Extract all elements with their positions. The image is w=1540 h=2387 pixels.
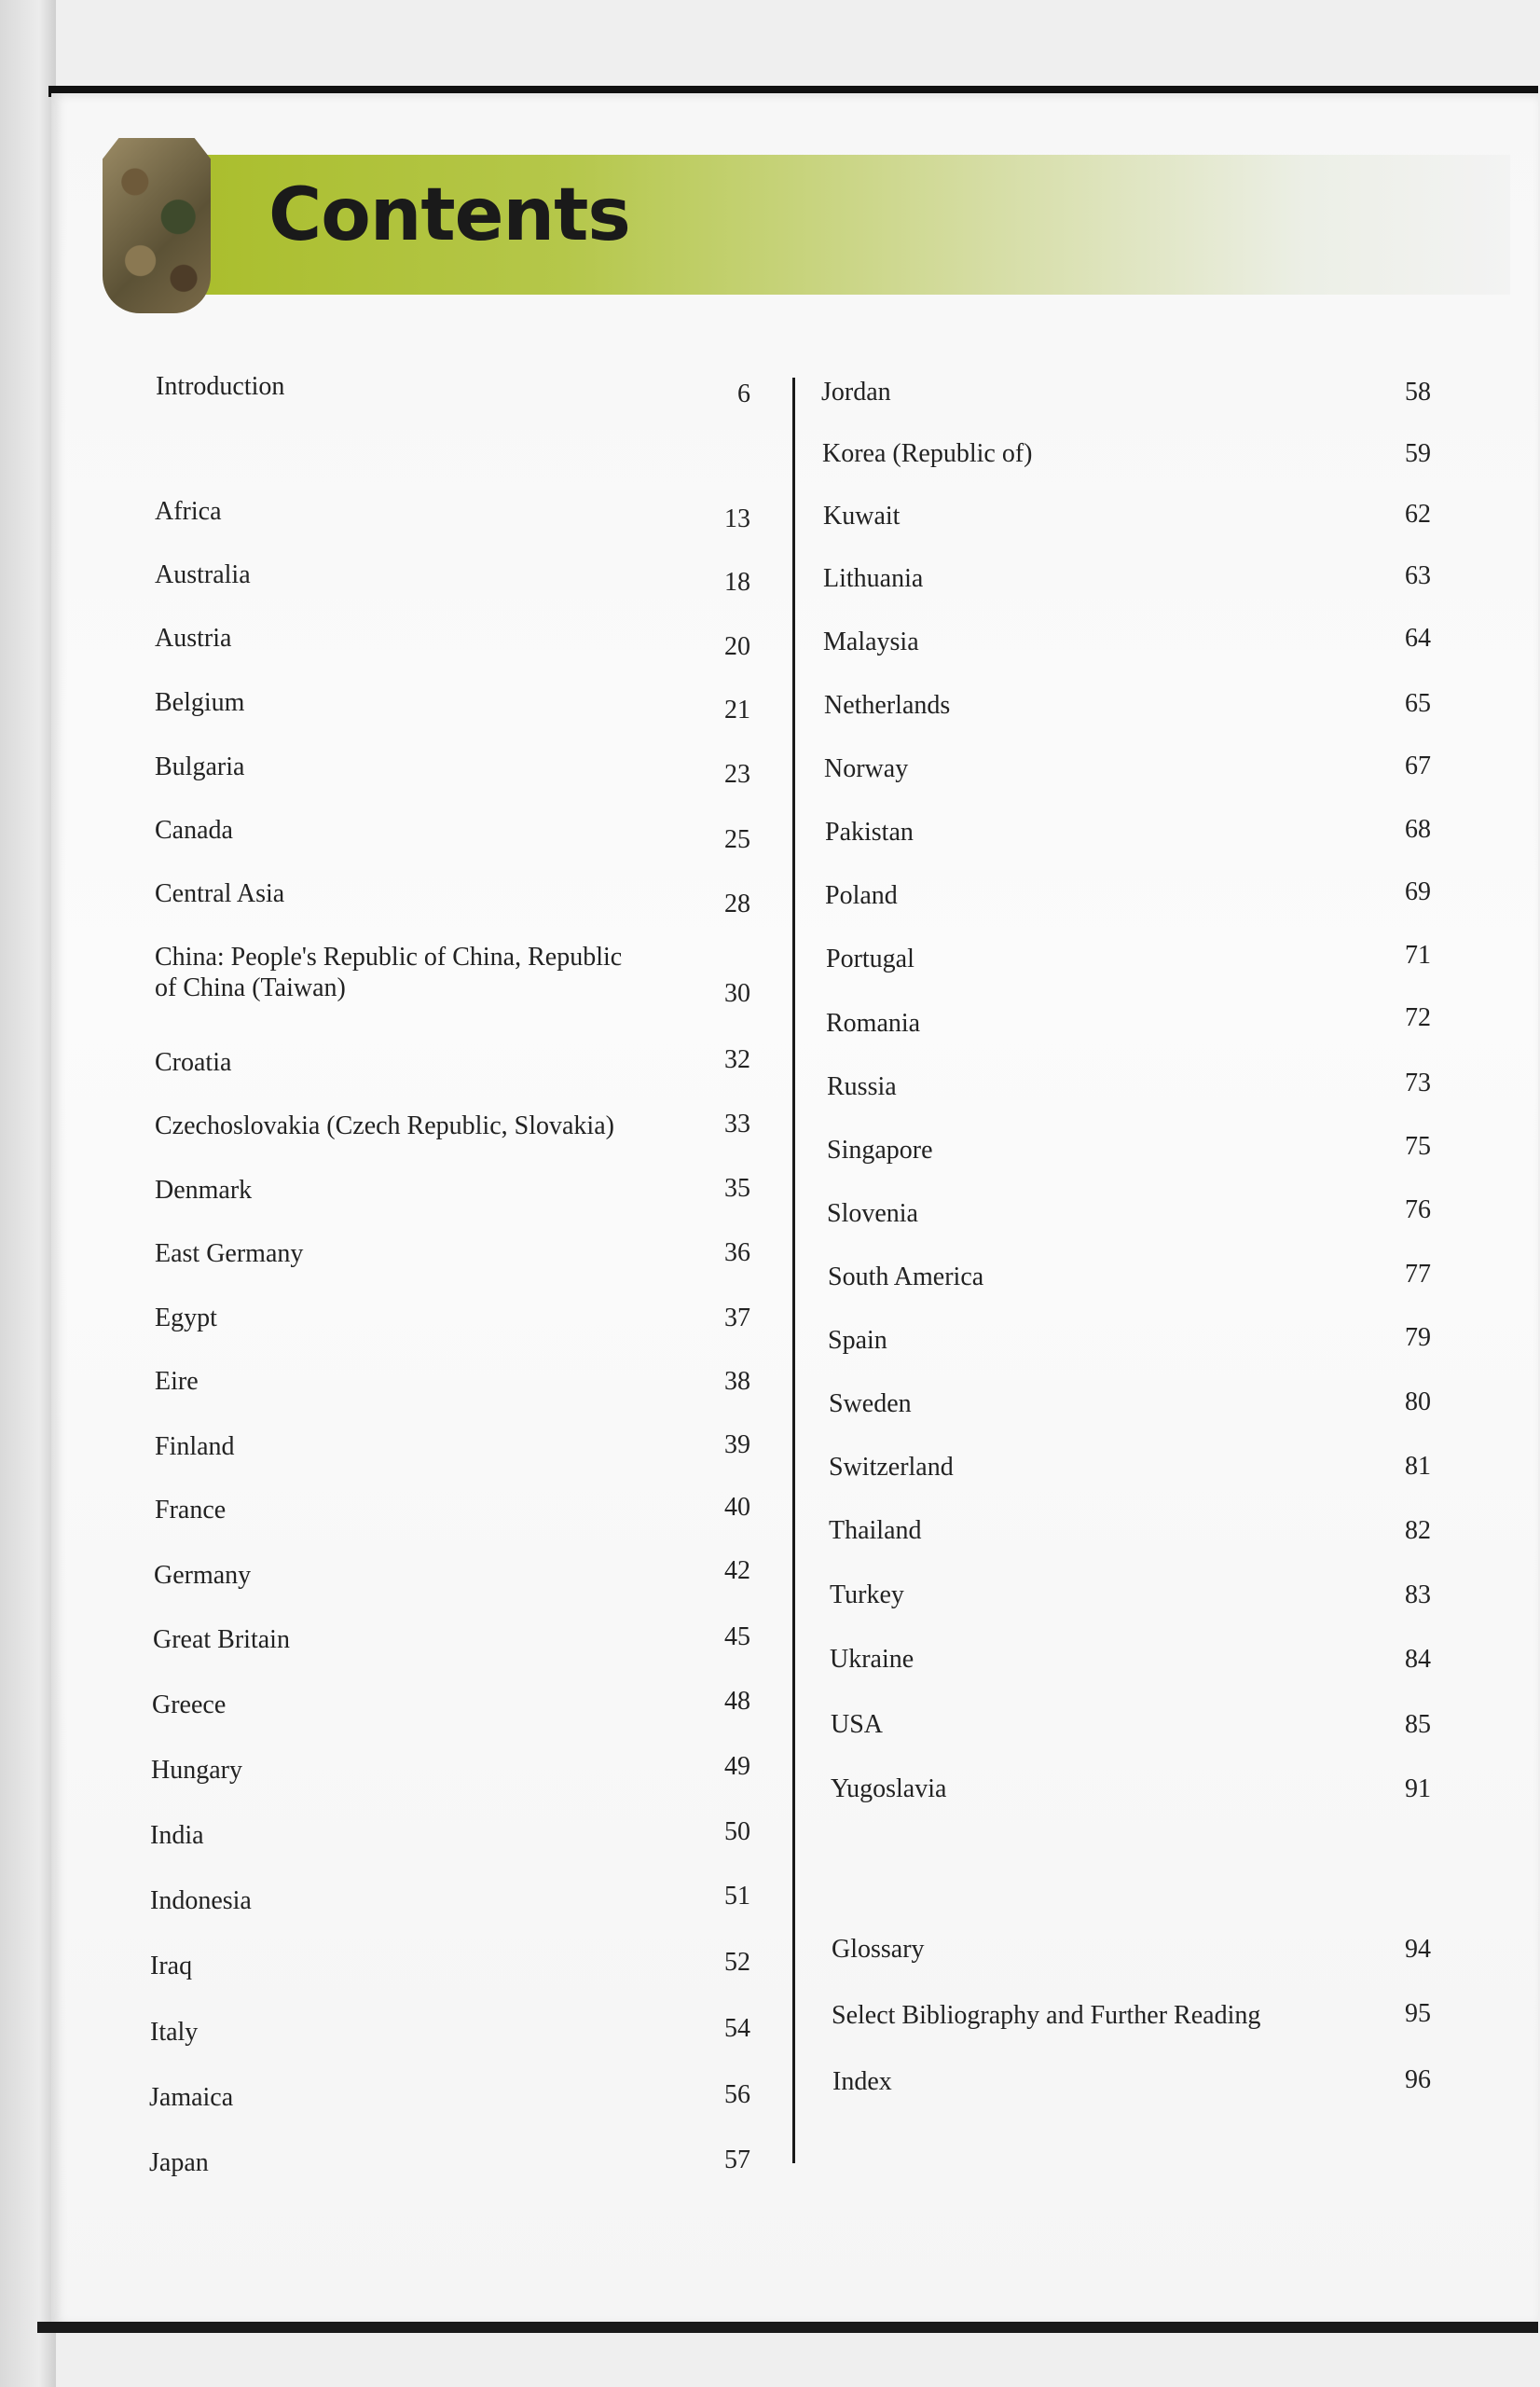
toc-entry-page-number: 83 — [1405, 1580, 1431, 1609]
toc-entry-page-number: 30 — [724, 979, 750, 1008]
toc-entry-page-number: 38 — [724, 1367, 750, 1396]
toc-entry-label: Canada — [155, 816, 233, 845]
toc-entry-label: Bulgaria — [155, 752, 245, 781]
toc-entry-page-number: 64 — [1405, 624, 1431, 653]
toc-entry-label: Russia — [827, 1072, 897, 1101]
toc-entry-page-number: 40 — [724, 1493, 750, 1522]
toc-entry-label: Singapore — [827, 1136, 933, 1165]
toc-entry-page-number: 48 — [724, 1687, 750, 1716]
toc-entry-label: Finland — [155, 1432, 235, 1461]
toc-entry-page-number: 6 — [737, 379, 750, 408]
camouflage-badge-icon — [103, 138, 211, 313]
toc-entry-label: Select Bibliography and Further Reading — [832, 2001, 1261, 2030]
toc-entry-label: Australia — [155, 560, 251, 589]
toc-entry-label: Belgium — [155, 688, 245, 717]
toc-entry-page-number: 51 — [724, 1882, 750, 1911]
toc-entry-page-number: 63 — [1405, 561, 1431, 590]
toc-entry-page-number: 13 — [724, 504, 750, 533]
toc-entry-label: Norway — [824, 754, 909, 783]
toc-entry-label: Introduction — [156, 372, 285, 401]
toc-entry-label: Pakistan — [825, 818, 914, 847]
toc-entry-page-number: 25 — [724, 825, 750, 854]
toc-entry-label: Croatia — [155, 1048, 232, 1077]
toc-entry-page-number: 21 — [724, 696, 750, 724]
toc-entry-page-number: 91 — [1405, 1774, 1431, 1803]
toc-entry-label: Poland — [825, 881, 898, 910]
toc-entry-page-number: 73 — [1405, 1069, 1431, 1097]
toc-entry-page-number: 62 — [1405, 500, 1431, 529]
toc-entry-page-number: 36 — [724, 1238, 750, 1267]
toc-entry-label: Italy — [150, 2018, 199, 2047]
cover-bottom-edge — [37, 2322, 1538, 2333]
toc-entry-label: Central Asia — [155, 879, 285, 908]
toc-entry-label: Indonesia — [150, 1886, 252, 1915]
toc-entry-label: Portugal — [826, 945, 914, 973]
toc-entry-label: Iraq — [150, 1952, 193, 1980]
toc-entry-page-number: 71 — [1405, 941, 1431, 970]
toc-entry-page-number: 82 — [1405, 1516, 1431, 1545]
toc-entry-label: Malaysia — [823, 628, 919, 656]
toc-entry-page-number: 23 — [724, 760, 750, 789]
toc-entry-page-number: 20 — [724, 632, 750, 661]
toc-entry-label: Japan — [149, 2148, 209, 2177]
toc-entry-label: Glossary — [832, 1935, 925, 1964]
toc-entry-page-number: 35 — [724, 1174, 750, 1203]
toc-entry-page-number: 54 — [724, 2014, 750, 2043]
toc-entry-page-number: 39 — [724, 1430, 750, 1459]
toc-entry-label: Great Britain — [153, 1625, 290, 1654]
toc-entry-label: Jamaica — [149, 2083, 234, 2112]
toc-entry-label: France — [155, 1496, 227, 1525]
toc-entry-page-number: 80 — [1405, 1387, 1431, 1416]
toc-entry-page-number: 52 — [724, 1948, 750, 1977]
toc-entry-page-number: 72 — [1405, 1003, 1431, 1032]
toc-entry-page-number: 94 — [1405, 1935, 1431, 1964]
toc-entry-page-number: 59 — [1405, 439, 1431, 468]
toc-entry-label: Eire — [155, 1367, 199, 1396]
book-spine-edge — [0, 0, 56, 2387]
toc-entry-label: Ukraine — [830, 1645, 914, 1674]
toc-entry-label: India — [150, 1821, 204, 1850]
toc-entry-label: Greece — [152, 1690, 227, 1719]
toc-entry-label: Germany — [154, 1561, 252, 1590]
toc-entry-page-number: 37 — [724, 1304, 750, 1332]
toc-entry-label: Denmark — [155, 1176, 253, 1205]
toc-entry-page-number: 57 — [724, 2146, 750, 2174]
toc-entry-label: Korea (Republic of) — [822, 439, 1033, 468]
toc-entry-label: Thailand — [829, 1516, 922, 1545]
toc-entry-label: Africa — [155, 497, 222, 526]
toc-entry-page-number: 85 — [1405, 1710, 1431, 1739]
toc-entry-page-number: 42 — [724, 1556, 750, 1585]
toc-entry-page-number: 84 — [1405, 1645, 1431, 1674]
toc-entry-label: Jordan — [821, 378, 891, 407]
toc-entry-page-number: 45 — [724, 1622, 750, 1651]
toc-entry-page-number: 56 — [724, 2080, 750, 2109]
toc-entry-label: Netherlands — [824, 691, 951, 720]
toc-entry-page-number: 69 — [1405, 877, 1431, 906]
toc-entry-page-number: 75 — [1405, 1132, 1431, 1161]
column-divider — [792, 378, 795, 2163]
toc-entry-page-number: 65 — [1405, 689, 1431, 718]
toc-entry-page-number: 67 — [1405, 752, 1431, 780]
toc-entry-page-number: 76 — [1405, 1195, 1431, 1224]
toc-entry-page-number: 49 — [724, 1752, 750, 1781]
toc-entry-label: South America — [828, 1262, 984, 1291]
toc-entry-label: Slovenia — [827, 1199, 918, 1228]
toc-entry-label: Sweden — [829, 1389, 912, 1418]
toc-entry-page-number: 68 — [1405, 815, 1431, 844]
toc-entry-page-number: 95 — [1405, 1999, 1431, 2028]
toc-entry-label: Spain — [828, 1326, 887, 1355]
toc-entry-page-number: 96 — [1405, 2065, 1431, 2094]
toc-entry-label: Index — [832, 2067, 892, 2096]
toc-entry-label: China: People's Republic of China, Republic of China (Taiwan) — [155, 943, 623, 1002]
toc-entry-label: Lithuania — [823, 564, 924, 593]
toc-entry-label: Kuwait — [823, 502, 901, 531]
toc-entry-label: Turkey — [830, 1580, 904, 1609]
toc-entry-page-number: 58 — [1405, 378, 1431, 407]
toc-entry-label: Hungary — [151, 1756, 242, 1785]
toc-entry-label: Romania — [826, 1009, 921, 1038]
toc-entry-page-number: 81 — [1405, 1452, 1431, 1481]
toc-entry-page-number: 79 — [1405, 1323, 1431, 1352]
toc-entry-page-number: 77 — [1405, 1260, 1431, 1289]
toc-entry-label: Yugoslavia — [831, 1774, 947, 1803]
toc-entry-page-number: 28 — [724, 890, 750, 918]
toc-entry-page-number: 18 — [724, 568, 750, 597]
toc-entry-page-number: 32 — [724, 1045, 750, 1074]
toc-entry-label: Czechoslovakia (Czech Republic, Slovakia) — [155, 1111, 614, 1140]
toc-entry-label: East Germany — [155, 1239, 304, 1268]
toc-entry-label: Austria — [155, 624, 232, 653]
toc-entry-page-number: 50 — [724, 1817, 750, 1846]
toc-entry-label: USA — [831, 1710, 884, 1739]
toc-entry-label: Egypt — [155, 1304, 217, 1332]
toc-entry-label: Switzerland — [829, 1453, 954, 1482]
page-title: Contents — [268, 173, 630, 257]
toc-entry-page-number: 33 — [724, 1110, 750, 1138]
